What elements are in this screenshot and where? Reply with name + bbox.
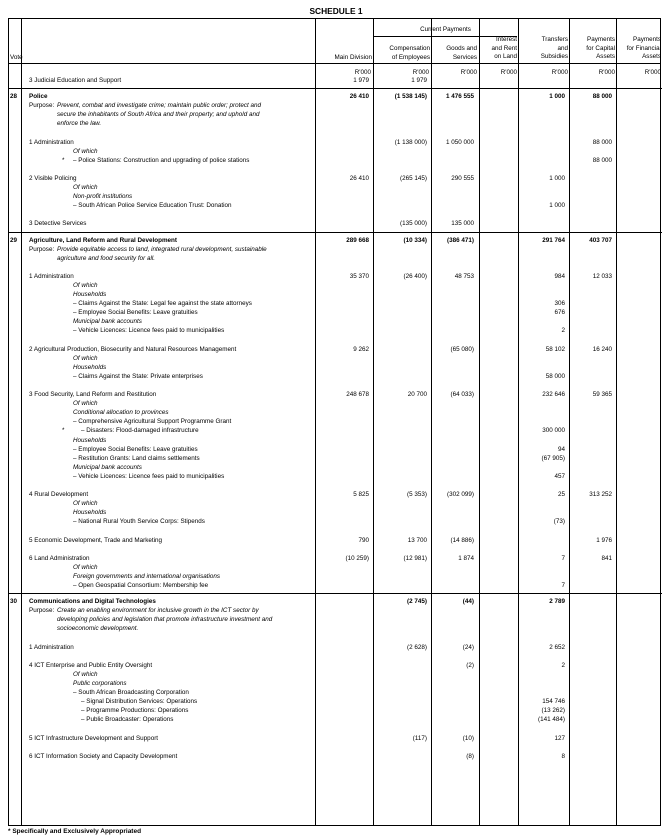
table-row bbox=[9, 688, 662, 697]
row-description: 1 Administration bbox=[29, 272, 74, 280]
goods-services-header: Goods and Services bbox=[446, 45, 477, 61]
cell-comp: (12 981) bbox=[403, 554, 427, 562]
transfers-header: Transfers and Subsidies bbox=[540, 36, 568, 60]
cell-cap: 59 365 bbox=[592, 391, 612, 399]
row-description: Of which bbox=[73, 670, 98, 678]
table-row bbox=[9, 499, 662, 508]
table-row bbox=[9, 661, 662, 670]
cell-goods: 1 050 000 bbox=[445, 138, 474, 146]
purpose-label: Purpose: bbox=[29, 102, 55, 110]
purpose-label: Purpose: bbox=[29, 245, 55, 253]
row-description: Public corporations bbox=[73, 680, 127, 687]
cell-trans: 8 bbox=[561, 752, 565, 760]
table-row bbox=[9, 679, 662, 688]
capital-assets-header: Payments for Capital Assets bbox=[586, 36, 615, 60]
table-row bbox=[9, 201, 662, 210]
financial-assets-header: Payments for Financial Assets bbox=[626, 36, 661, 60]
table-spacer bbox=[9, 724, 662, 733]
cell-trans: (141 484) bbox=[538, 716, 565, 724]
row-description: Of which bbox=[73, 500, 98, 508]
row-description: 5 Economic Development, Trade and Marketing bbox=[29, 536, 163, 544]
table-row bbox=[9, 390, 662, 399]
purpose-label: Purpose: bbox=[29, 607, 55, 615]
row-description: – Signal Distribution Services: Operations bbox=[81, 698, 198, 706]
table-row bbox=[9, 363, 662, 372]
compensation-header: Compensation of Employees bbox=[389, 45, 430, 61]
table-row bbox=[9, 183, 662, 192]
row-description: 3 Detective Services bbox=[29, 220, 87, 228]
table-row bbox=[9, 445, 662, 454]
table-row bbox=[9, 436, 662, 445]
row-description: – Police Stations: Construction and upgrading of police stations bbox=[73, 156, 250, 164]
table-row bbox=[9, 454, 662, 463]
cell-goods: 1 476 555 bbox=[445, 93, 474, 101]
row-description: 6 ICT Information Society and Capacity Development bbox=[29, 752, 178, 760]
table-row bbox=[9, 326, 662, 335]
row-description: Municipal bank accounts bbox=[73, 463, 142, 471]
table-spacer bbox=[9, 165, 662, 174]
table-row bbox=[9, 372, 662, 381]
cell-cap: 88 000 bbox=[592, 93, 612, 101]
row-description: Households bbox=[73, 509, 107, 517]
row-description: 2 Visible Policing bbox=[29, 174, 77, 182]
table-spacer bbox=[9, 743, 662, 752]
row-description: Households bbox=[73, 363, 107, 371]
cell-comp: (1 538 145) bbox=[394, 93, 427, 101]
cell-comp: (2 628) bbox=[407, 643, 427, 651]
table-row bbox=[9, 490, 662, 499]
cell-trans: 2 789 bbox=[549, 598, 565, 606]
row-description: – South African Police Service Education Trust: Donation bbox=[73, 202, 232, 210]
cell-main: (10 259) bbox=[345, 554, 369, 562]
table-row bbox=[9, 615, 662, 624]
table-row bbox=[9, 92, 662, 101]
row-description: enforce the law. bbox=[57, 120, 102, 128]
vote-number: 29 bbox=[10, 236, 18, 244]
cell-comp: (265 145) bbox=[400, 174, 427, 182]
row-description: – Claims Against the State: Private enterprises bbox=[73, 372, 203, 380]
cell-comp: (10 334) bbox=[403, 236, 427, 244]
table-row bbox=[9, 606, 662, 615]
purpose-text: Create an enabling environment for inclusive growth in the ICT sector by bbox=[57, 607, 259, 615]
table-row bbox=[9, 290, 662, 299]
table-spacer bbox=[9, 545, 662, 554]
row-description: 1 Administration bbox=[29, 643, 74, 651]
cell-comp: (135 000) bbox=[400, 220, 427, 228]
table-row bbox=[9, 752, 662, 761]
appropriation-marker: * bbox=[62, 156, 65, 164]
table-row bbox=[9, 147, 662, 156]
table-body bbox=[9, 76, 662, 761]
table-spacer bbox=[9, 263, 662, 272]
cell-cap: 841 bbox=[601, 554, 612, 562]
cell-goods: (44) bbox=[462, 598, 474, 606]
row-description: 5 ICT Infrastructure Development and Support bbox=[29, 734, 159, 742]
table-row bbox=[9, 254, 662, 263]
table-row bbox=[9, 101, 662, 110]
table-spacer bbox=[9, 336, 662, 345]
row-description: – South African Broadcasting Corporation bbox=[73, 689, 189, 697]
row-description: Of which bbox=[73, 184, 98, 192]
table-spacer bbox=[9, 652, 662, 661]
table-row bbox=[9, 517, 662, 526]
cell-trans: 7 bbox=[561, 582, 565, 590]
row-description: Foreign governments and international organisations bbox=[73, 572, 221, 580]
table-row bbox=[9, 192, 662, 201]
table-row bbox=[9, 697, 662, 706]
table-spacer bbox=[9, 128, 662, 137]
table-row bbox=[9, 156, 662, 165]
row-description: – Vehicle Licences: Licence fees paid to municipalities bbox=[73, 327, 225, 335]
cell-goods: 135 000 bbox=[451, 220, 474, 228]
row-description: agriculture and food security for all. bbox=[57, 254, 156, 262]
cell-trans: (13 262) bbox=[541, 707, 565, 715]
table-spacer bbox=[9, 210, 662, 219]
cell-comp: 13 700 bbox=[407, 536, 427, 544]
table-row bbox=[9, 272, 662, 281]
cell-trans: 1 000 bbox=[549, 93, 565, 101]
row-description: Police bbox=[29, 93, 48, 101]
table-row bbox=[9, 554, 662, 563]
row-description: 6 Land Administration bbox=[29, 554, 90, 562]
row-description: Non-profit institutions bbox=[73, 193, 133, 201]
row-description: Municipal bank accounts bbox=[73, 318, 142, 326]
cell-trans: 127 bbox=[554, 734, 565, 742]
table-row bbox=[9, 536, 662, 545]
cell-trans: 306 bbox=[554, 300, 565, 308]
cell-main: 5 825 bbox=[353, 491, 369, 499]
row-description: Conditional allocation to provinces bbox=[73, 409, 169, 417]
unit-interest: R'000 bbox=[500, 69, 517, 76]
row-description: 3 Judicial Education and Support bbox=[29, 77, 122, 84]
row-description: 1 Administration bbox=[29, 138, 74, 146]
row-description: – Restitution Grants: Land claims settlements bbox=[73, 454, 200, 462]
table-row bbox=[9, 281, 662, 290]
row-description: – Comprehensive Agricultural Support Programme Grant bbox=[73, 418, 232, 426]
table-row bbox=[9, 408, 662, 417]
table-row bbox=[9, 643, 662, 652]
row-description: – Employee Social Benefits: Leave gratuities bbox=[73, 309, 198, 317]
table-row bbox=[9, 110, 662, 119]
table-row bbox=[9, 219, 662, 228]
cell-trans: 1 000 bbox=[549, 174, 565, 182]
unit-comp: R'000 bbox=[412, 69, 429, 76]
table-row bbox=[9, 563, 662, 572]
table-row bbox=[9, 417, 662, 426]
table-row bbox=[9, 508, 662, 517]
cell-goods: (302 099) bbox=[447, 491, 474, 499]
row-description: Of which bbox=[73, 281, 98, 289]
cell-main: 26 410 bbox=[349, 174, 369, 182]
cell-goods: (65 080) bbox=[450, 345, 474, 353]
cell-trans: 154 746 bbox=[542, 698, 565, 706]
table-row bbox=[9, 299, 662, 308]
cell-cap: 16 240 bbox=[592, 345, 612, 353]
row-description: 4 Rural Development bbox=[29, 491, 89, 499]
unit-financial: R'000 bbox=[644, 69, 661, 76]
table-spacer bbox=[9, 381, 662, 390]
appropriation-marker: * bbox=[62, 427, 65, 435]
cell-goods: 290 555 bbox=[451, 174, 474, 182]
cell-main: 790 bbox=[358, 536, 369, 544]
table-row bbox=[9, 174, 662, 183]
cell-goods: (14 886) bbox=[450, 536, 474, 544]
purpose-text: Provide equitable access to land, integrated rural development, sustainable bbox=[57, 245, 267, 253]
footnote: * Specifically and Exclusively Appropriated bbox=[8, 828, 142, 835]
cell-goods: (64 033) bbox=[450, 391, 474, 399]
table-row bbox=[9, 426, 662, 435]
table-separator bbox=[9, 85, 662, 92]
cell-trans: 58 000 bbox=[545, 372, 565, 380]
interest-rent-header: Interest and Rent on Land bbox=[491, 36, 517, 60]
row-description: developing policies and legislation that promote infrastructure investment and bbox=[57, 616, 273, 624]
table-row bbox=[9, 354, 662, 363]
table-row bbox=[9, 463, 662, 472]
cell-main: 9 262 bbox=[353, 345, 369, 353]
vote-number: 28 bbox=[10, 93, 18, 101]
row-description: – Vehicle Licences: Licence fees paid to municipalities bbox=[73, 472, 225, 480]
cell-trans: 2 bbox=[561, 661, 565, 669]
table-row bbox=[9, 236, 662, 245]
row-description: Households bbox=[73, 291, 107, 299]
cell-trans: 58 102 bbox=[545, 345, 565, 353]
cell-cap: 403 707 bbox=[589, 236, 612, 244]
cell-trans: 1 000 bbox=[549, 202, 565, 210]
row-description: Of which bbox=[73, 563, 98, 571]
schedule-title: SCHEDULE 1 bbox=[309, 6, 363, 16]
cell-main: 289 668 bbox=[346, 236, 369, 244]
row-description: – National Rural Youth Service Corps: Stipends bbox=[73, 518, 205, 526]
schedule-table bbox=[8, 18, 661, 826]
purpose-text: Prevent, combat and investigate crime; maintain public order; protect and bbox=[57, 102, 262, 110]
table-row bbox=[9, 399, 662, 408]
row-description: – Claims Against the State: Legal fee against the state attorneys bbox=[73, 300, 252, 308]
table-row bbox=[9, 76, 662, 85]
row-description: secure the inhabitants of South Africa and their property; and uphold and bbox=[57, 111, 260, 119]
table-spacer bbox=[9, 634, 662, 643]
table-row bbox=[9, 670, 662, 679]
cell-trans: 232 646 bbox=[542, 391, 565, 399]
table-row bbox=[9, 317, 662, 326]
table-row bbox=[9, 245, 662, 254]
cell-goods: 1 874 bbox=[458, 554, 474, 562]
cell-cap: 88 000 bbox=[592, 156, 612, 164]
cell-trans: 94 bbox=[557, 445, 565, 453]
cell-comp: (2 745) bbox=[407, 598, 427, 606]
cell-cap: 12 033 bbox=[592, 272, 612, 280]
table-row bbox=[9, 345, 662, 354]
row-description: – Public Broadcaster: Operations bbox=[81, 716, 174, 724]
cell-main: 248 678 bbox=[346, 391, 369, 399]
cell-trans: (73) bbox=[553, 518, 565, 526]
unit-goods: R'000 bbox=[460, 69, 477, 76]
cell-goods: (10) bbox=[462, 734, 474, 742]
cell-trans: 2 652 bbox=[549, 643, 565, 651]
cell-comp: (5 353) bbox=[407, 491, 427, 499]
row-description: 3 Food Security, Land Reform and Restitution bbox=[29, 391, 157, 399]
table-row bbox=[9, 308, 662, 317]
table-row bbox=[9, 581, 662, 590]
table-row bbox=[9, 706, 662, 715]
cell-comp: (26 400) bbox=[403, 272, 427, 280]
row-description: Of which bbox=[73, 354, 98, 362]
table-row bbox=[9, 119, 662, 128]
cell-trans: 457 bbox=[554, 472, 565, 480]
cell-trans: 291 764 bbox=[542, 236, 565, 244]
cell-goods: (24) bbox=[462, 643, 474, 651]
row-description: Agriculture, Land Reform and Rural Development bbox=[29, 236, 177, 244]
table-row bbox=[9, 572, 662, 581]
cell-main: 35 370 bbox=[349, 272, 369, 280]
table-row bbox=[9, 715, 662, 724]
cell-trans: 7 bbox=[561, 554, 565, 562]
table-spacer bbox=[9, 527, 662, 536]
row-description: – Employee Social Benefits: Leave gratuities bbox=[73, 445, 198, 453]
unit-capital: R'000 bbox=[598, 69, 615, 76]
cell-comp: (117) bbox=[412, 734, 427, 742]
row-description: Communications and Digital Technologies bbox=[29, 598, 156, 606]
cell-comp: (1 138 000) bbox=[394, 138, 427, 146]
cell-comp: 1 979 bbox=[411, 77, 427, 84]
cell-cap: 1 976 bbox=[596, 536, 612, 544]
cell-trans: (67 905) bbox=[541, 454, 565, 462]
row-description: Of which bbox=[73, 400, 98, 408]
cell-goods: (386 471) bbox=[447, 236, 474, 244]
table-row bbox=[9, 734, 662, 743]
row-description: 2 Agricultural Production, Biosecurity and Natural Resources Management bbox=[29, 345, 237, 353]
current-payments-header: Current Payments bbox=[420, 26, 471, 33]
row-description: Households bbox=[73, 436, 107, 444]
cell-goods: 48 753 bbox=[454, 272, 474, 280]
cell-trans: 2 bbox=[561, 327, 565, 335]
row-description: – Programme Productions: Operations bbox=[81, 707, 189, 715]
main-division-header: Main Division bbox=[334, 54, 372, 61]
cell-comp: 20 700 bbox=[407, 391, 427, 399]
cell-main: 1 979 bbox=[353, 77, 369, 84]
table-row bbox=[9, 624, 662, 633]
vote-header: Vote bbox=[10, 54, 23, 61]
cell-trans: 300 000 bbox=[542, 427, 565, 435]
row-description: 4 ICT Enterprise and Public Entity Oversight bbox=[29, 661, 153, 669]
table-row bbox=[9, 138, 662, 147]
table-separator bbox=[9, 229, 662, 236]
row-description: socioeconomic development. bbox=[57, 625, 139, 633]
table-row bbox=[9, 472, 662, 481]
cell-main: 26 410 bbox=[349, 93, 369, 101]
table-row bbox=[9, 597, 662, 606]
table-separator bbox=[9, 590, 662, 597]
cell-goods: (8) bbox=[466, 752, 474, 760]
cell-cap: 88 000 bbox=[592, 138, 612, 146]
cell-trans: 984 bbox=[554, 272, 565, 280]
cell-trans: 25 bbox=[557, 491, 565, 499]
row-description: Of which bbox=[73, 147, 98, 155]
cell-cap: 313 252 bbox=[589, 491, 612, 499]
vote-number: 30 bbox=[10, 598, 18, 606]
cell-goods: (2) bbox=[466, 661, 474, 669]
row-description: – Disasters: Flood-damaged infrastructure bbox=[81, 427, 199, 435]
unit-main: R'000 bbox=[354, 69, 371, 76]
cell-trans: 676 bbox=[554, 309, 565, 317]
table-spacer bbox=[9, 481, 662, 490]
row-description: – Open Geospatial Consortium: Membership fee bbox=[73, 582, 209, 590]
unit-transfers: R'000 bbox=[551, 69, 568, 76]
